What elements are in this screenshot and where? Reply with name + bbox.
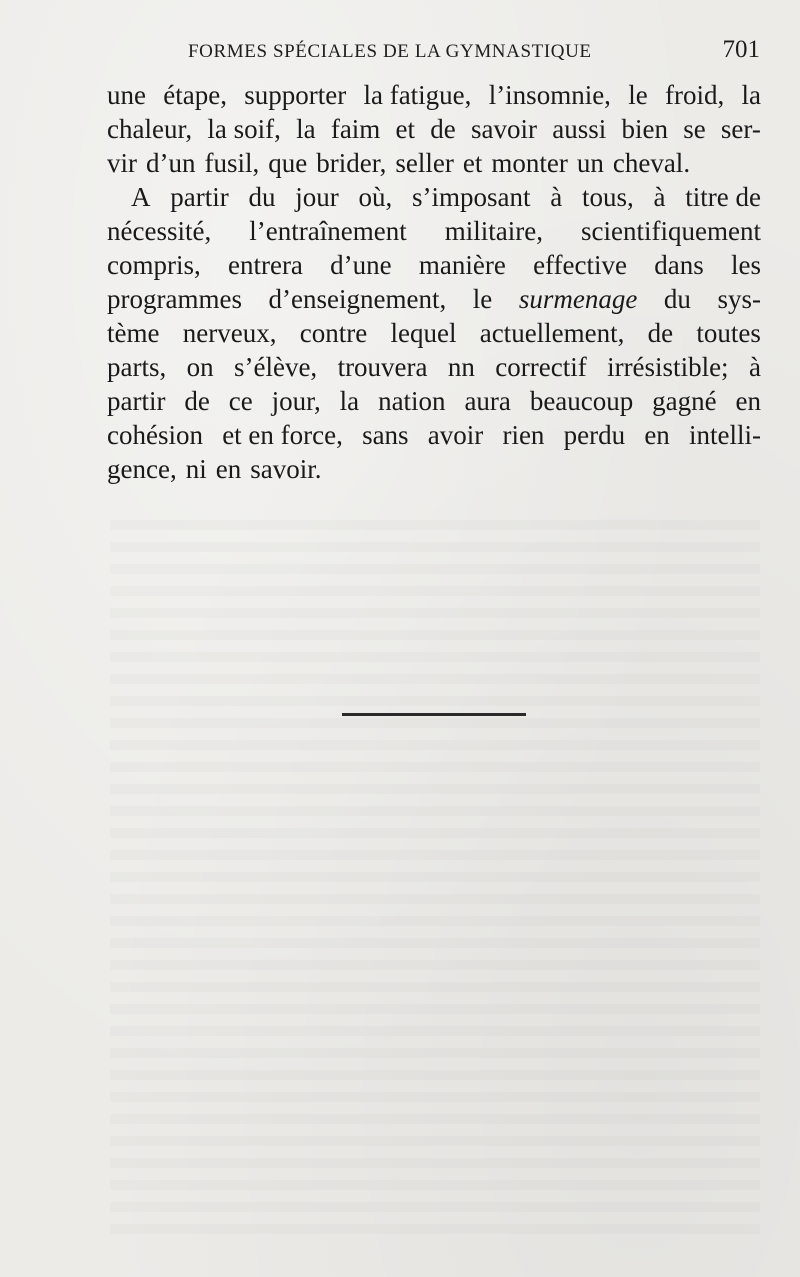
word: tous, — [581, 182, 634, 212]
word: gence, — [107, 454, 177, 484]
text-line — [107, 316, 761, 350]
word: la — [741, 80, 761, 110]
word: jour, — [271, 386, 321, 416]
word: la fatigue, — [363, 80, 472, 110]
word: scientifiquement — [581, 216, 761, 246]
word: avoir — [427, 420, 484, 450]
word: brider, — [316, 148, 387, 178]
word: cohésion — [107, 420, 203, 450]
word: dans — [654, 250, 704, 280]
word: sys- — [717, 284, 761, 314]
word: bien — [621, 114, 668, 144]
word: A — [131, 182, 151, 212]
word: manière — [418, 250, 506, 280]
word: vir — [107, 148, 137, 178]
word: la — [339, 386, 360, 416]
word: beaucoup — [529, 386, 634, 416]
word: fusil, — [204, 148, 260, 178]
text-line — [107, 452, 761, 486]
word: et — [462, 148, 483, 178]
word: froid, — [664, 80, 725, 110]
paragraph — [107, 78, 761, 180]
word: tème — [107, 318, 160, 348]
word: nécessité, — [107, 216, 212, 246]
word: militaire, — [444, 216, 543, 246]
word: actuellement, — [479, 318, 625, 348]
word: ce — [228, 386, 253, 416]
word: parts, — [107, 352, 167, 382]
word: et en force, — [222, 420, 343, 450]
running-head — [188, 36, 760, 66]
word: compris, — [107, 250, 201, 280]
paragraph — [107, 180, 761, 486]
word: d’une — [330, 250, 392, 280]
word: lequel — [390, 318, 457, 348]
word: nerveux, — [182, 318, 277, 348]
word: de — [647, 318, 674, 348]
word: où, — [358, 182, 393, 212]
text-line — [107, 112, 761, 146]
text-line — [107, 282, 761, 316]
text-line — [107, 214, 761, 248]
word: monter — [491, 148, 568, 178]
word: chaleur, — [107, 114, 193, 144]
word: trouvera — [337, 352, 428, 382]
word: en — [215, 454, 242, 484]
word: seller — [395, 148, 454, 178]
word: titre de — [685, 182, 761, 212]
word: gagné — [652, 386, 717, 416]
word: s’élève, — [233, 352, 318, 382]
word: savoir. — [250, 454, 322, 484]
word: se — [683, 114, 706, 144]
word: du — [663, 284, 691, 314]
word: du — [248, 182, 276, 212]
word: une — [107, 80, 146, 110]
word: effective — [533, 250, 627, 280]
word: le — [628, 80, 648, 110]
text-line — [107, 384, 761, 418]
word: irrésistible; — [607, 352, 729, 382]
word: de — [430, 114, 456, 144]
running-title: FORMES SPÉCIALES DE LA GYMNASTIQUE — [188, 41, 592, 62]
word: un — [576, 148, 604, 178]
word: le — [472, 284, 493, 314]
word: à — [653, 182, 666, 212]
text-line — [107, 146, 761, 180]
word: nn — [447, 352, 475, 382]
word: programmes — [107, 284, 242, 314]
emphasized-word: surmenage — [518, 284, 638, 314]
word: l’insomnie, — [488, 80, 611, 110]
word: faim — [330, 114, 381, 144]
word: et — [395, 114, 416, 144]
word: à — [748, 352, 761, 382]
word: la — [296, 114, 316, 144]
word: que — [268, 148, 308, 178]
show-through-ghost — [110, 520, 760, 1240]
word: nation — [378, 386, 446, 416]
word: on — [186, 352, 214, 382]
word: cheval. — [612, 148, 691, 178]
word: de — [184, 386, 210, 416]
text-line — [107, 418, 761, 452]
word: d’enseignement, — [268, 284, 447, 314]
word: savoir — [471, 114, 537, 144]
word: jour — [295, 182, 339, 212]
word: en — [735, 386, 761, 416]
word: les — [730, 250, 761, 280]
word: entrera — [227, 250, 303, 280]
word: ni — [185, 454, 207, 484]
text-line — [107, 78, 761, 112]
word: sans — [362, 420, 409, 450]
word: partir — [107, 386, 166, 416]
word: étape, — [163, 80, 227, 110]
word: correctif — [495, 352, 587, 382]
page-number: 701 — [722, 36, 760, 63]
word: aura — [464, 386, 511, 416]
word: en — [644, 420, 670, 450]
word: la soif, — [207, 114, 281, 144]
word: partir — [170, 182, 229, 212]
word: s’imposant — [411, 182, 531, 212]
word: d’un — [146, 148, 196, 178]
word: toutes — [696, 318, 761, 348]
word: aussi — [552, 114, 607, 144]
word: perdu — [563, 420, 626, 450]
word: contre — [299, 318, 368, 348]
text-line — [107, 180, 761, 214]
word: rien — [502, 420, 545, 450]
body-text — [107, 78, 761, 486]
text-line — [107, 350, 761, 384]
word: l’entraînement — [249, 216, 407, 246]
text-line — [107, 248, 761, 282]
word: intelli- — [689, 420, 761, 450]
section-rule — [342, 713, 526, 716]
word: ser- — [720, 114, 761, 144]
word: à — [550, 182, 563, 212]
word: supporter — [244, 80, 347, 110]
